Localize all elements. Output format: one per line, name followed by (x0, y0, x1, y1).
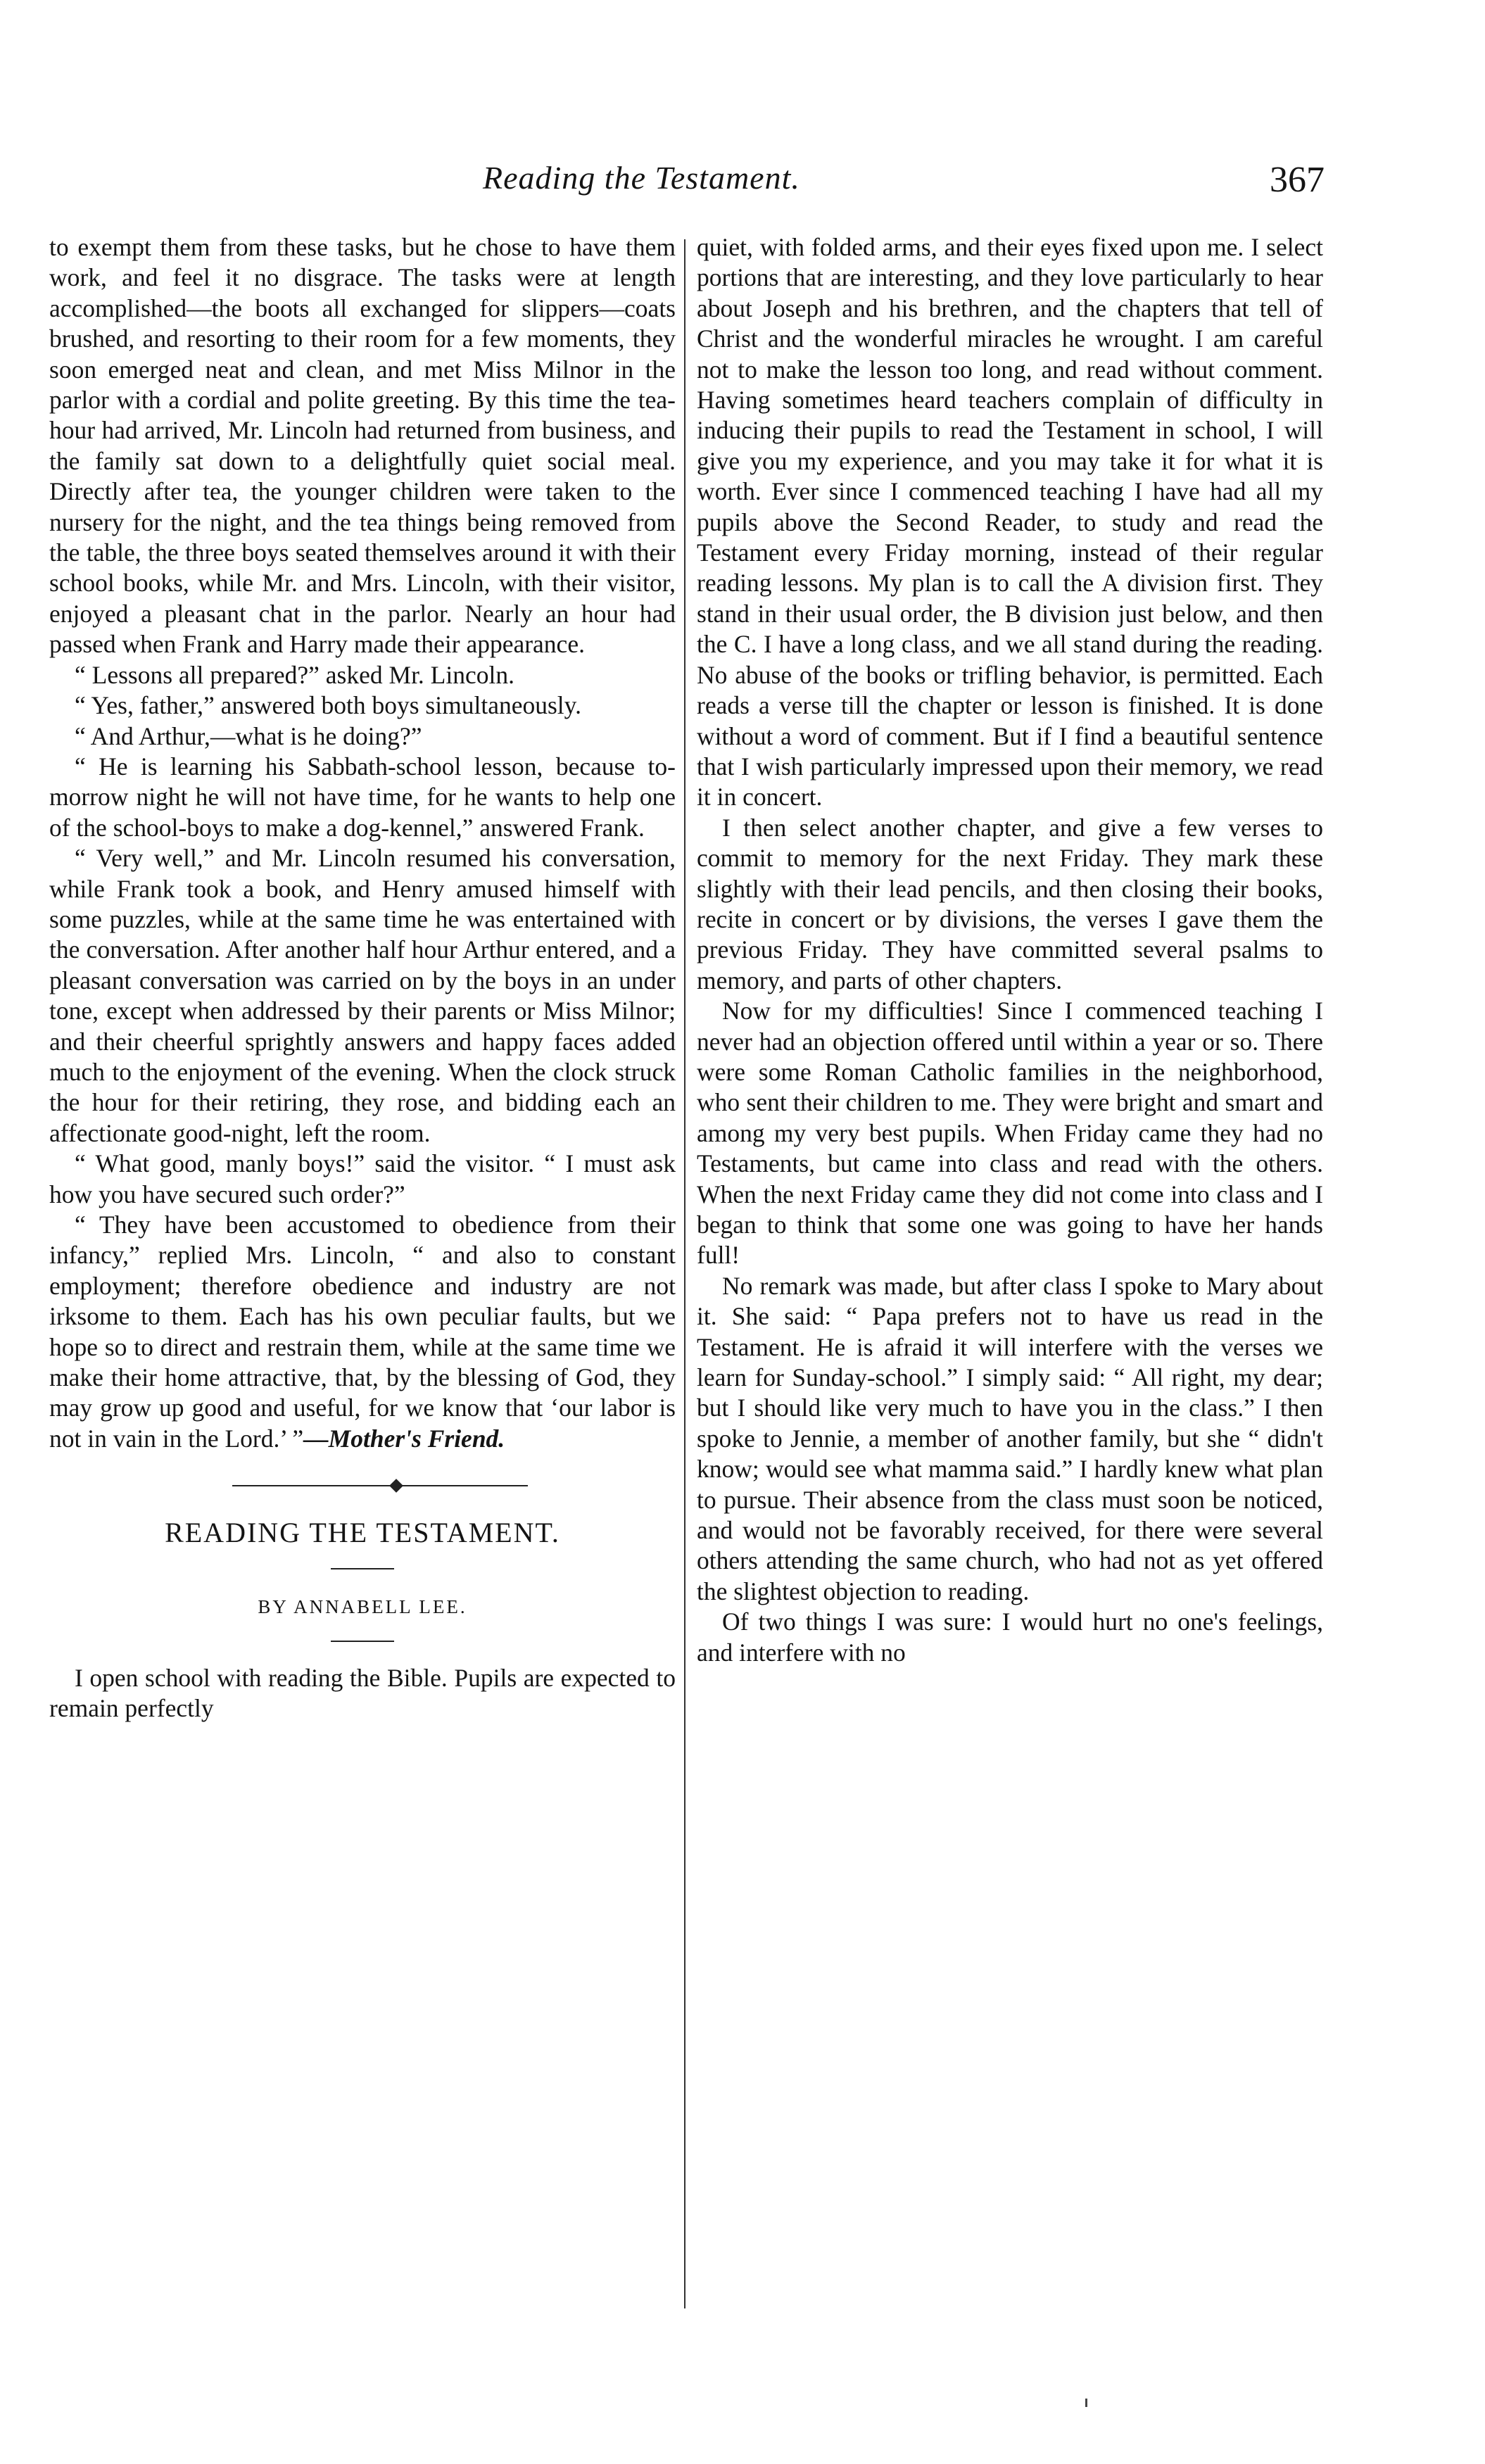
article-opening: I open school with reading the Bible. Pupils are expected to remain perfectly (49, 1664, 676, 1723)
paragraph: Now for my difficulties! Since I commenced teaching I never had an objection offered until within a year or so. There were some Roman Catholic families in the neighborhood, who sent their children to me. They were bright and smart and among my very best pupils. When Friday came they had no Testaments, but came into class and read with the others. When the next Friday came they did not come into class and I began to think that some one was going to have her hands full! (697, 997, 1323, 1270)
paragraph-continued: to exempt them from these tasks, but he chose to have them work, and feel it no disgrace. The tasks were at length accomplished—the boots all exchanged for slippers—coats brushed, and resorting to their room for a few moments, they soon emerged neat and clean, and met Miss Milnor in the parlor with a cordial and polite greeting. By this time the tea-hour had arrived, Mr. Lincoln had returned from business, and the family sat down to a delightfully quiet social meal. Directly after tea, the younger children were taken to the nursery for the night, and the tea things being removed from the table, the three boys seated themselves around it with their school books, while Mr. and Mrs. Lincoln, with their visitor, enjoyed a pleasant chat in the parlor. Nearly an hour had passed when Frank and Harry made their appearance. (49, 233, 676, 659)
paragraph-dialogue: “ He is learning his Sabbath-school lesson, because to-morrow night he will not have time, for he wants to help one of the school-boys to make a dog-kennel,” answered Frank. (49, 752, 676, 842)
closing-text: “ They have been accustomed to obedience from their infancy,” replied Mrs. Lincoln, “ and also to constant employment; therefore obedience and industry are not irksome to them. Each has his own peculiar faults, but we hope so to direct and restrain them, while at the same time we make their home attractive, that, by the blessing of God, they may grow up good and useful, for we know that ‘our labor is not in vain in the Lord.’ ” (49, 1211, 676, 1453)
left-column (49, 232, 676, 1724)
paragraph: Of two things I was sure: I would hurt no one's feelings, and interfere with no (697, 1607, 1323, 1667)
print-speck (1085, 2399, 1087, 2407)
byline: BY ANNABELL LEE. (258, 1596, 467, 1617)
running-head (0, 159, 1485, 215)
paragraph-closing (49, 1210, 676, 1454)
paragraph-dialogue: “ Yes, father,” answered both boys simultaneously. (75, 691, 581, 720)
paragraph-dialogue: “ What good, manly boys!” said the visitor. “ I must ask how you have secured such order?” (49, 1149, 676, 1208)
running-title: Reading the Testament. (483, 160, 800, 196)
byline-rule (331, 1641, 394, 1642)
paragraph-dialogue: “ And Arthur,—what is he doing?” (75, 721, 422, 750)
section-divider (49, 1471, 676, 1499)
paragraph: No remark was made, but after class I spoke to Mary about it. She said: “ Papa prefers not to have us read in the Testament. He is afraid it will interfere with the verses we learn for Sunday-school.” I simply said: “ All right, my dear; but I should like very much to have you in the class.” I then spoke to Jennie, a member of another family, but she “ didn't know; would see what mamma said.” I hardly knew what plan to pursue. Their absence from the class must soon be noticed, and would not be favorably received, for there were several others attending the same church, who had not as yet offered the slightest objection to reading. (697, 1271, 1323, 1605)
paragraph-dialogue: “ Lessons all prepared?” asked Mr. Lincoln. (75, 660, 514, 689)
article-title: READING THE TESTAMENT. (165, 1517, 560, 1549)
paragraph: I then select another chapter, and give a few verses to commit to memory for the next Friday. They mark these slightly with their lead pencils, and then closing their books, recite in concert or by divisions, the verses I gave them the previous Friday. They have committed several psalms to memory, and parts of other chapters. (697, 813, 1323, 994)
source-signature: —Mother's Friend. (303, 1424, 505, 1453)
byline-rule (331, 1568, 394, 1569)
paragraph-continued: quiet, with folded arms, and their eyes fixed upon me. I select portions that are interesting, and they love particularly to hear about Joseph and his brethren, and the chapters that tell of Christ and the wonderful miracles he wrought. I am careful not to make the lesson too long, and read without comment. Having sometimes heard teachers complain of difficulty in inducing their pupils to read the Testament in school, I will give you my experience, and you may take it for what it is worth. Ever since I commenced teaching I have had all my pupils above the Second Reader, to study and read the Testament every Friday morning, instead of their regular reading lessons. My plan is to call the A division first. They stand in their usual order, the B division just below, and then the C. I have a long class, and we all stand during the reading. No abuse of the books or trifling behavior, is permitted. Each reads a verse till the chapter or lesson is finished. It is done without a word of comment. But if I find a beautiful sentence that I wish particularly impressed upon their memory, we read it in concert. (697, 233, 1323, 811)
column-rule (684, 239, 685, 2308)
paragraph: “ Very well,” and Mr. Lincoln resumed his conversation, while Frank took a book, and Henry amused himself with some puzzles, while at the same time he was entertained with the conversation. After another half hour Arthur entered, and a pleasant conversation was carried on by the boys in an under tone, except when addressed by their parents or Miss Milnor; and their cheerful sprightly answers and happy faces added much to the enjoyment of the evening. When the clock struck the hour for their retiring, they rose, and bidding each an affectionate good-night, left the room. (49, 844, 676, 1147)
right-column (697, 232, 1323, 1668)
page-number: 367 (1270, 160, 1325, 200)
